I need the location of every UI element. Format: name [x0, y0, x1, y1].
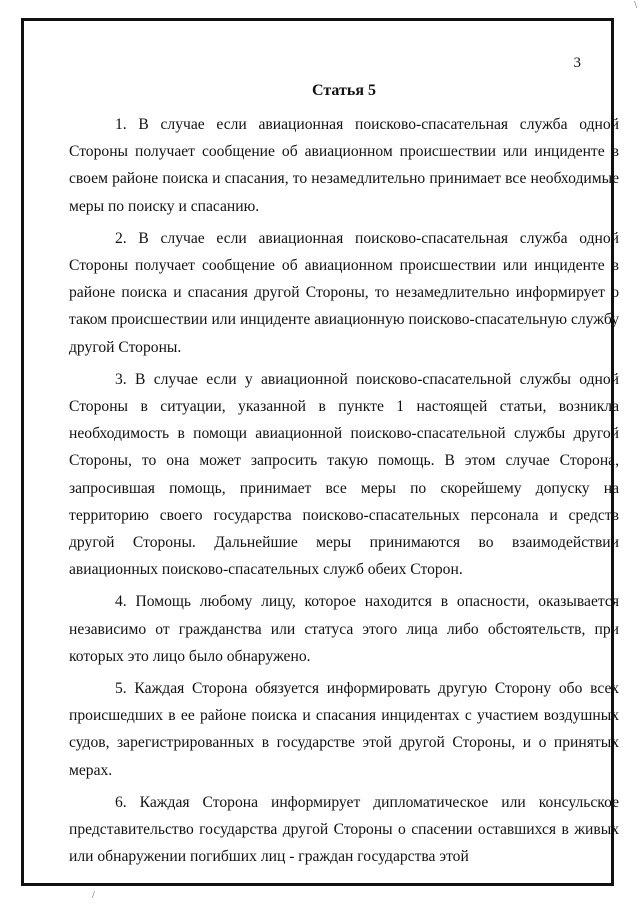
- article-title: Статья 5: [312, 82, 376, 99]
- paragraph-4: 4. Помощь любому лицу, которое находится в опасности, оказывается независимо от гражданства или статуса этого лица либо обстоятельств, при которых это лицо было обнаружено.: [69, 593, 619, 665]
- page-frame: [21, 18, 619, 886]
- paragraph-2: 2. В случае если авиационная поисково-спасательная служба одной Стороны получает сообщение об авиационном происшествии или инциденте в районе поиска и спасания другой Стороны, то незамедлительно информирует о таком происшествии или инциденте авиационную поисково-спасательную службу другой Стороны.: [69, 229, 619, 356]
- paragraph-6: 6. Каждая Сторона информирует дипломатическое или консульское представительство государства другой Стороны о спасении оставшихся в живых или обнаружении погибших лиц - граждан государства этой: [69, 793, 619, 866]
- scan-mark-top: \: [634, 0, 637, 11]
- paragraph-1: 1. В случае если авиационная поисково-спасательная служба одной Стороны получает сообщение об авиационном происшествии или инциденте в своем районе поиска и спасания, то незамедлительно принимает все необходимые меры по поиску и спасанию.: [69, 116, 619, 215]
- paragraph-3: 3. В случае если у авиационной поисково-спасательной службы одной Стороны в ситуации, указанной в пункте 1 настоящей статьи, возникла необходимость в помощи авиационной поисково-спасательной службы другой Стороны, то она может запросить такую помощь. В этом случае Сторона, запросившая помощь, принимает все меры по скорейшему допуску на территорию своего государства поисково-спасательных персонала и средств другой Стороны. Дальнейшие меры принимаются во взаимодействии авиационных поисково-спасательных служб обеих Сторон.: [69, 370, 619, 579]
- scan-mark-bottom: /: [92, 890, 95, 901]
- document-body: [69, 81, 619, 875]
- page-number: 3: [573, 55, 581, 71]
- paragraph-5: 5. Каждая Сторона обязуется информировать другую Сторону обо всех происшедших в ее районе поиска и спасания инцидентах с участием воздушных судов, зарегистрированных в государстве этой другой Стороны, и о принятых мерах.: [69, 680, 619, 779]
